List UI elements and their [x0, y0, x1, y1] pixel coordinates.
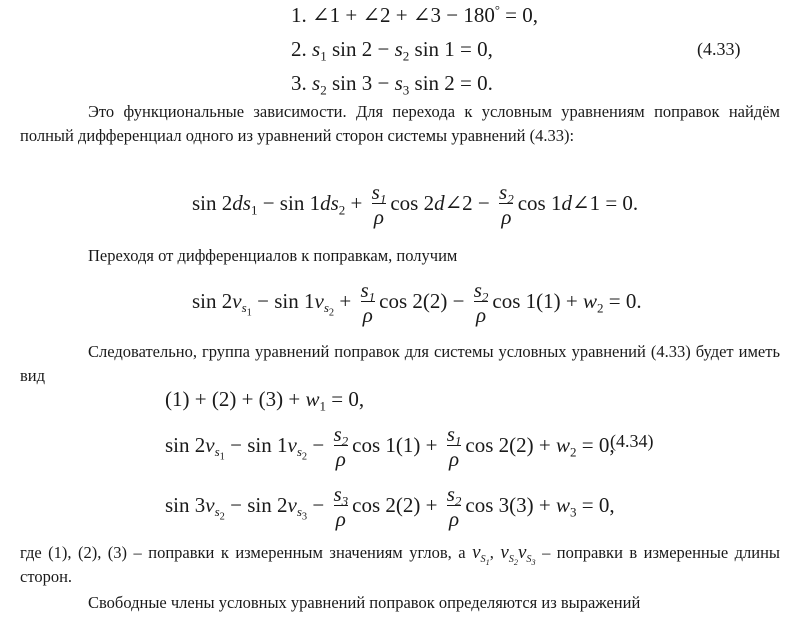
paragraph-functional-dependencies: Это функциональные зависимости. Для перехода к условным уравнениям поправок найдём полный дифференциал одного из уравнений сторон системы уравнений (4.33): [20, 102, 780, 145]
equation-differential: $\sin 2ds_1 - \sin 1ds_2$ + $\frac{s_1}{\rho}$ cos 2d∠2 − $\frac{s_2}{\rho}$ cos 1d∠1 = 0. [192, 180, 639, 229]
equation-433-line-3: 3. $s_2$ $\sin 3 - s_3$ sin 2 = 0. [291, 71, 493, 98]
equation-434-line-3: $\sin 3v_{s_2} - \sin 2v_{s_3}$ − $\frac{s_3}{\rho}$ cos 2(2) + $\frac{s_2}{\rho}$ $\cos 3(3) + w_3 = 0$, [165, 482, 615, 531]
paragraph-transition: Переходя от дифференциалов к поправкам, получим [88, 246, 458, 265]
equation-corrections: $\sin 2v_{s_1} - \sin 1v_{s_2}$ + $\frac{s_1}{\rho}$ cos 2(2) − $\frac{s_2}{\rho}$ $\cos 1(1) + w_2 = 0$. [192, 278, 642, 327]
equation-434-line-1: $(1) + (2) + (3) + w_1 = 0$, [165, 387, 365, 414]
paragraph-free-terms: Свободные члены условных уравнений поправок определяются из выражений [88, 593, 641, 612]
equation-433-line-2: 2. $s_1$ $\sin 2 - s_2$ sin 1 = 0, [291, 37, 493, 64]
equation-number-433: (4.33) [697, 39, 741, 59]
equation-number-434: (4.34) [610, 431, 654, 451]
equation-433-line-1: 1. ∠1 + ∠2 + ∠3 − 180° = 0, [291, 3, 538, 27]
paragraph-corrections-explanation: где (1), (2), (3) – поправки к измеренным значениям углов, а $v_{S_1}$, $v_{S_2}v_{S_3}$ – поправки в измеренные длины сторон. [20, 542, 781, 586]
equation-434-line-2: $\sin 2v_{s_1} - \sin 1v_{s_2}$ − $\frac{s_2}{\rho}$ cos 1(1) + $\frac{s_1}{\rho}$ $\cos 2(2) + w_2 = 0$, [165, 422, 615, 471]
paragraph-group-of-equations: Следовательно, группа уравнений поправок для системы условных уравнений (4.33) будет иметь вид [20, 342, 780, 385]
